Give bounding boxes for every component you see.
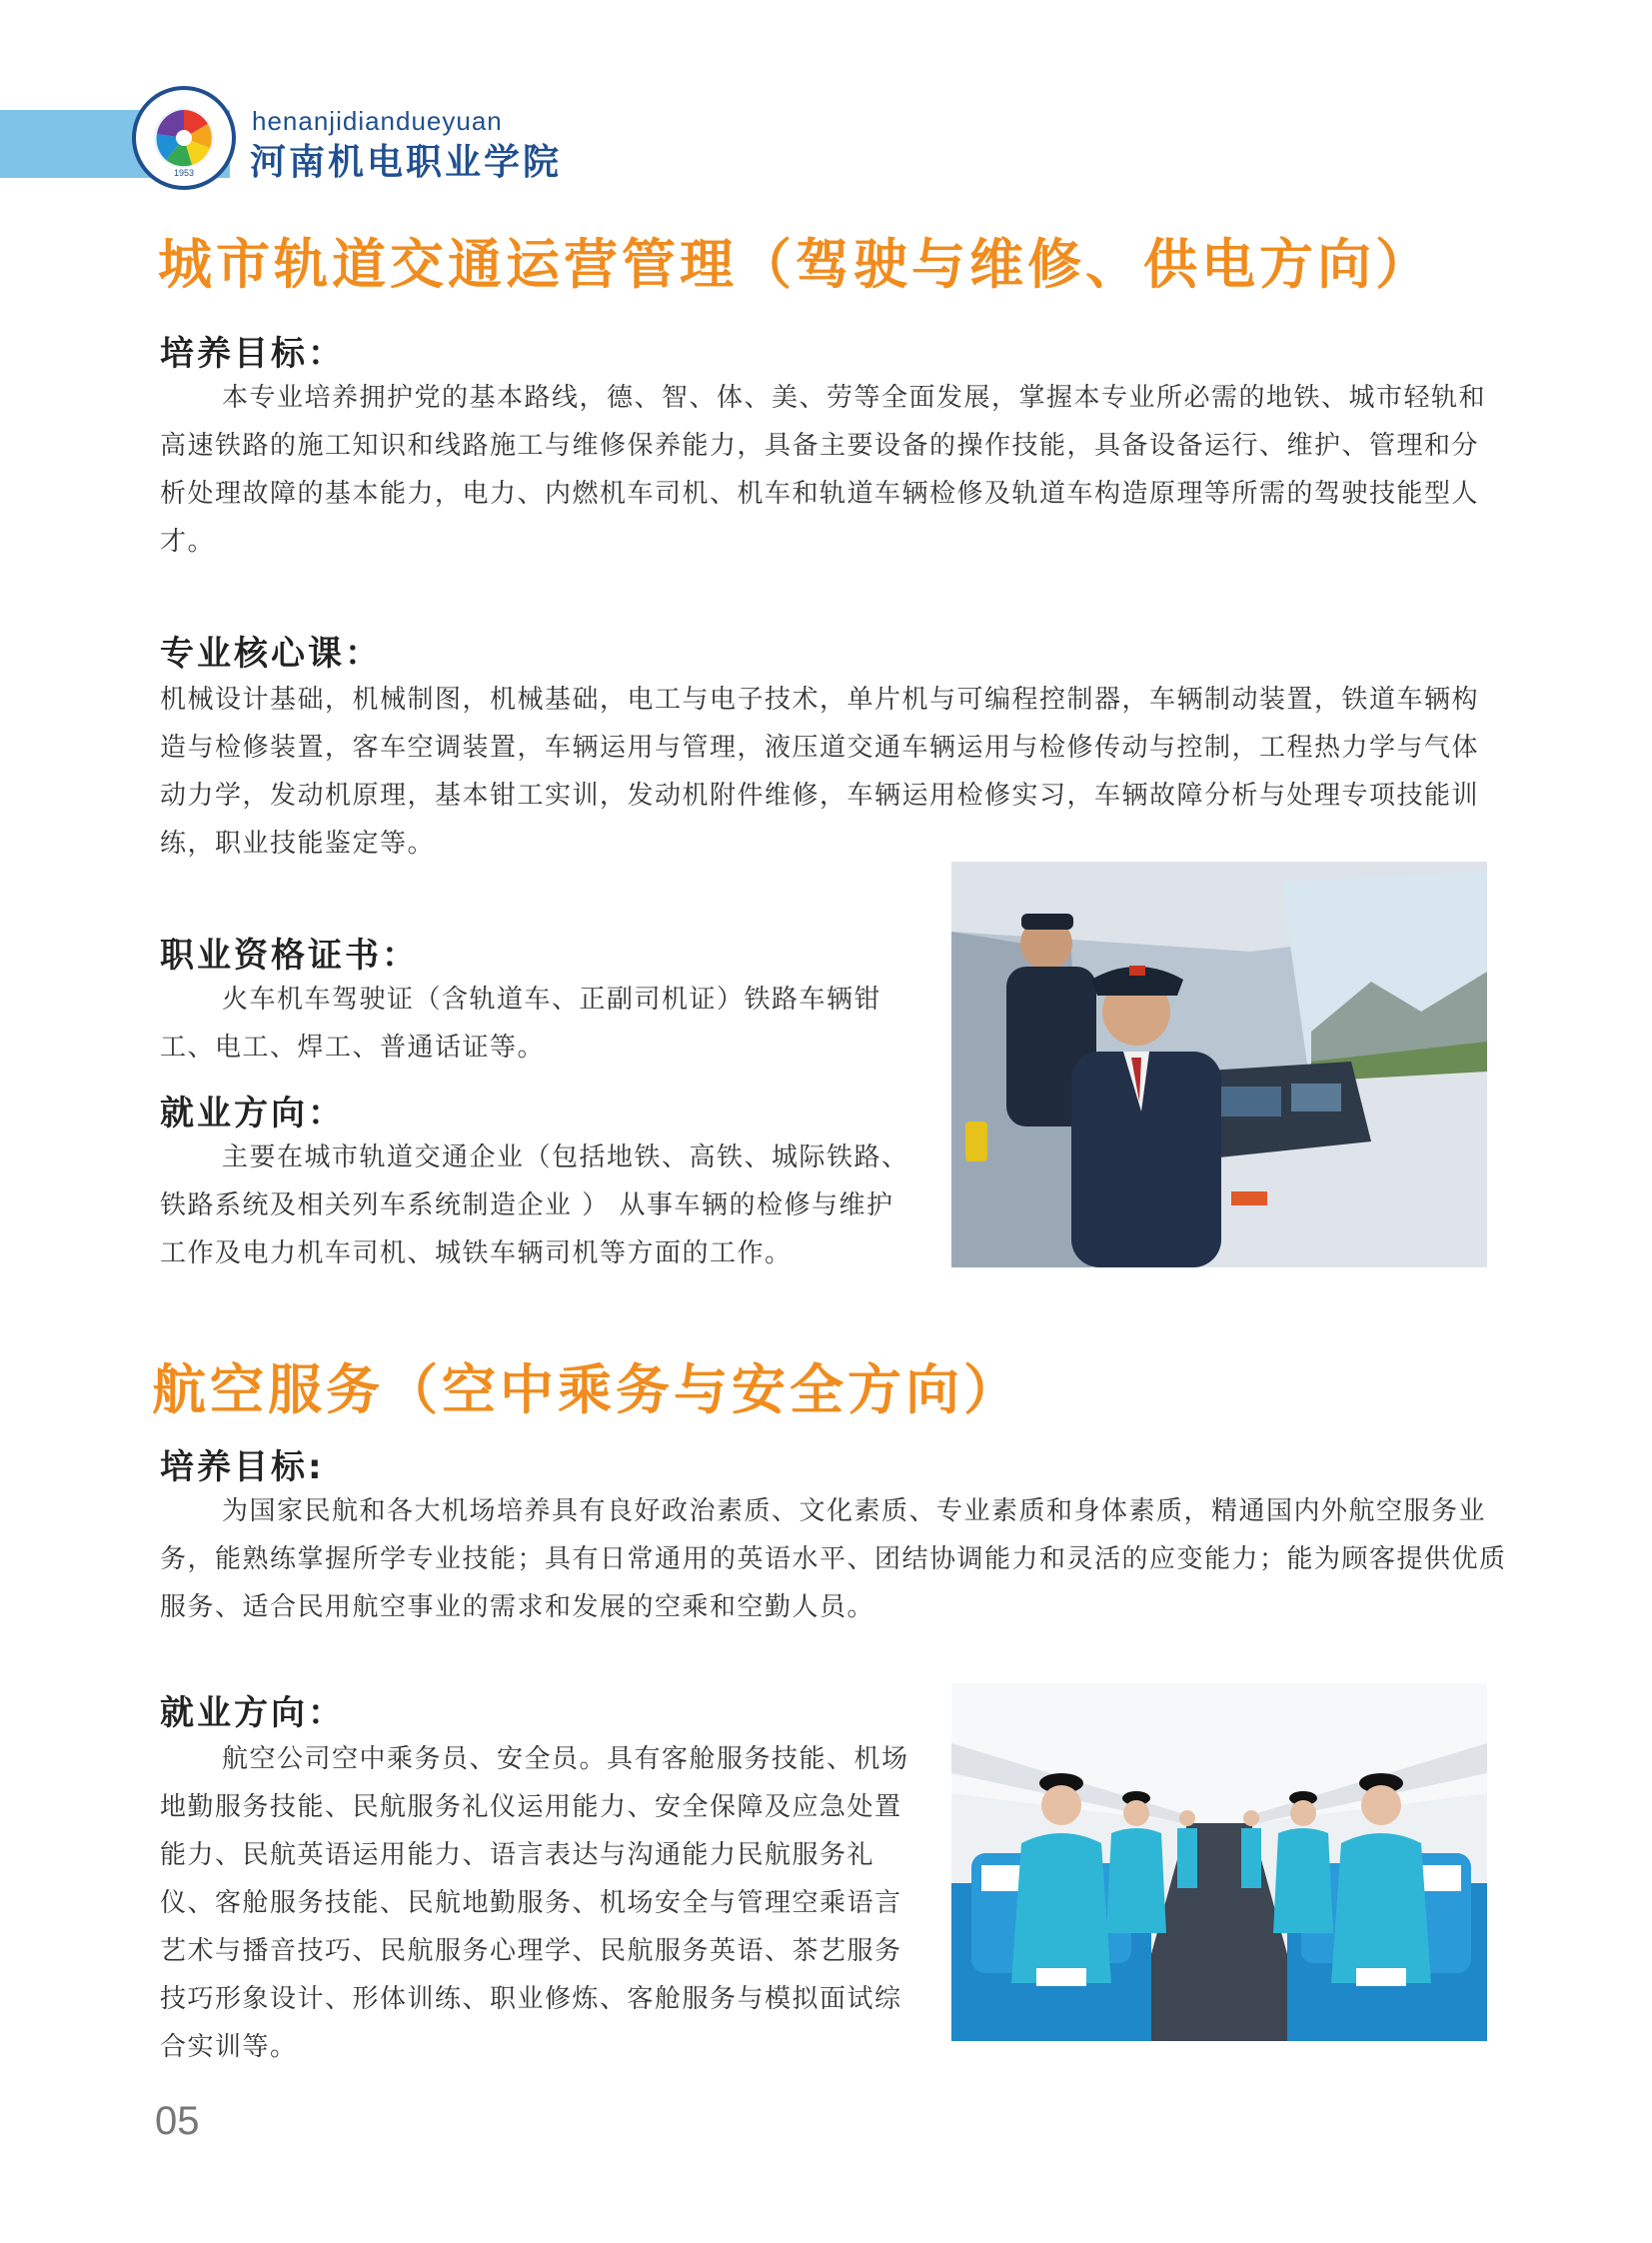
section1-cert-text: 火车机车驾驶证（含轨道车、正副司机证）铁路车辆钳工、电工、焊工、普通话证等。 [160, 985, 882, 1063]
school-logo [132, 86, 236, 190]
section1-title: 城市轨道交通运营管理（驾驶与维修、供电方向） [158, 233, 1433, 296]
section1-cert-heading: 职业资格证书： [160, 936, 419, 976]
section2-job-heading: 就业方向： [160, 1693, 345, 1733]
section1-core-text: 机械设计基础，机械制图，机械基础，电工与电子技术，单片机与可编程控制器，车辆制动装置，铁道车辆构造与检修装置，客车空调装置，车辆运用与管理，液压道交通车辆运用与检修传动与控制，工程热力学与气体动力学，发动机原理，基本钳工实训，发动机附件维修，车辆运用检修实习，车辆故障分析与处理专项技能训练，职业技能鉴定等。 [160, 685, 1480, 859]
cabin-crew-photo [951, 1683, 1487, 2041]
section2-job-text: 航空公司空中乘务员、安全员。具有客舱服务技能、机场地勤服务技能、民航服务礼仪运用能力、安全保障及应急处置能力、民航英语运用能力、语言表达与沟通能力民航服务礼仪、客舱服务技能、民航地勤服务、机场安全与管理空乘语言艺术与播音技巧、民航服务心理学、民航服务英语、茶艺服务技巧形象设计、形体训练、职业修炼、客舱服务与模拟面试综合实训等。 [160, 1744, 909, 2062]
section1-goal-heading: 培养目标： [160, 334, 345, 374]
section1-goal-text: 本专业培养拥护党的基本路线，德、智、体、美、劳等全面发展，掌握本专业所必需的地铁、城市轻轨和高速铁路的施工知识和线路施工与维修保养能力，具备主要设备的操作技能，具备设备运行、维护、管理和分析处理故障的基本能力，电力、内燃机车司机、机车和轨道车辆检修及轨道车构造原理等所需的驾驶技能型人才。 [160, 383, 1487, 557]
logo-year: 1953 [173, 168, 195, 178]
section1-job-text: 主要在城市轨道交通企业（包括地铁、高铁、城际铁路、 铁路系统及相关列车系统制造企业 ） 从事车辆的检修与维护工作及电力机车司机、城铁车辆司机等方面的工作。 [160, 1142, 909, 1268]
section2-title: 航空服务（空中乘务与安全方向） [152, 1358, 1021, 1421]
section2-goal-heading: 培养目标: [160, 1447, 325, 1487]
school-name: 河南机电职业学院 [250, 142, 563, 183]
school-name-pinyin: henanjidiandueyuan [252, 106, 503, 136]
page-number: 05 [155, 2099, 200, 2143]
train-cab-photo [951, 862, 1487, 1267]
section2-goal-text: 为国家民航和各大机场培养具有良好政治素质、文化素质、专业素质和身体素质，精通国内外航空服务业务，能熟练掌握所学专业技能；具有日常通用的英语水平、团结协调能力和灵活的应变能力；能为顾客提供优质服务、适合民用航空事业的需求和发展的空乘和空勤人员。 [160, 1496, 1507, 1622]
section1-job-heading: 就业方向： [160, 1094, 345, 1133]
section1-core-heading: 专业核心课： [160, 634, 382, 674]
